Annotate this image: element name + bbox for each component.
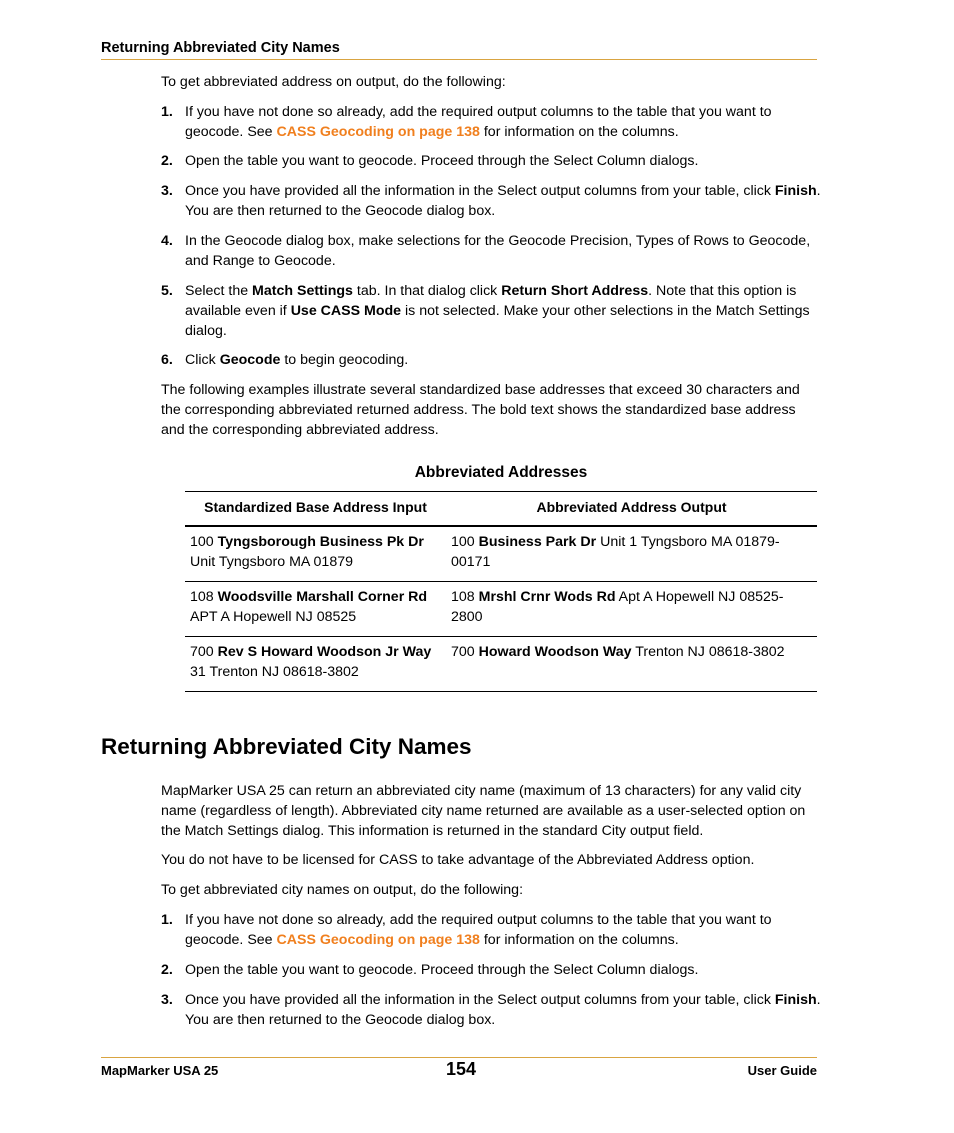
section1-step-3: 3. Once you have provided all the information in the Select output columns from your table, click Finish. You are then returned to the Geocode dialog box.	[161, 183, 821, 219]
input-address-cell: 100 Tyngsborough Business Pk Dr Unit Tyngsboro MA 01879	[185, 526, 446, 582]
section2-paragraph-1: MapMarker USA 25 can return an abbreviated city name (maximum of 13 characters) for any valid city name (regardless of length). Abbreviated city name returned are available as a user-selected option on the Match Settings dialog. This information is returned in the standard City output field.	[161, 783, 806, 839]
section1-intro: To get abbreviated address on output, do the following:	[161, 74, 506, 90]
section1-step-2: 2. Open the table you want to geocode. Proceed through the Select Column dialogs.	[161, 153, 699, 169]
section2-intro: To get abbreviated city names on output, do the following:	[161, 882, 524, 898]
column-header-output: Abbreviated Address Output	[446, 492, 817, 527]
input-address-cell: 108 Woodsville Marshall Corner Rd APT A Hopewell NJ 08525	[185, 582, 446, 637]
section1-step-1: 1. If you have not done so already, add the required output columns to the table that you want to geocode. See CASS Geocoding on page 138 for information on the columns.	[161, 104, 772, 140]
section2-step-2: 2. Open the table you want to geocode. Proceed through the Select Column dialogs.	[161, 962, 699, 978]
examples-paragraph: The following examples illustrate several standardized base addresses that exceed 30 characters and the corresponding abbreviated returned address. The bold text shows the standardized base address and the corresponding abbreviated address.	[161, 382, 800, 438]
table-title: Abbreviated Addresses	[414, 464, 588, 481]
abbreviated-addresses-table	[185, 491, 817, 692]
section-heading: Returning Abbreviated City Names	[101, 734, 472, 759]
section1-step-4: 4. In the Geocode dialog box, make selections for the Geocode Precision, Types of Rows to Geocode, and Range to Geocode.	[161, 233, 811, 269]
cass-geocoding-link[interactable]: CASS Geocoding on page 138	[276, 932, 480, 948]
table-row	[185, 582, 817, 637]
table-row	[185, 526, 817, 582]
section2-step-1: 1. If you have not done so already, add the required output columns to the table that you want to geocode. See CASS Geocoding on page 138 for information on the columns.	[161, 912, 772, 948]
footer-rule	[101, 1057, 817, 1058]
output-address-cell: 700 Howard Woodson Way Trenton NJ 08618-3802	[446, 637, 817, 692]
section2-step-3: 3. Once you have provided all the information in the Select output columns from your table, click Finish. You are then returned to the Geocode dialog box.	[161, 992, 821, 1028]
running-header: Returning Abbreviated City Names	[101, 40, 340, 56]
footer-guide: User Guide	[747, 1063, 817, 1078]
section1-step-6: 6. Click Geocode to begin geocoding.	[161, 352, 409, 368]
footer-product: MapMarker USA 25	[101, 1063, 219, 1078]
section1-step-5: 5. Select the Match Settings tab. In that dialog click Return Short Address. Note that this option is available even if Use CASS Mode is not selected. Make your other selections in the Match Settings dialog.	[161, 283, 810, 339]
header-rule	[101, 59, 817, 60]
input-address-cell: 700 Rev S Howard Woodson Jr Way 31 Trenton NJ 08618-3802	[185, 637, 446, 692]
table-row	[185, 637, 817, 692]
section2-paragraph-2: You do not have to be licensed for CASS to take advantage of the Abbreviated Address option.	[161, 852, 755, 868]
output-address-cell: 100 Business Park Dr Unit 1 Tyngsboro MA 01879-00171	[446, 526, 817, 582]
page-number: 154	[446, 1059, 477, 1079]
column-header-input: Standardized Base Address Input	[185, 492, 446, 527]
cass-geocoding-link[interactable]: CASS Geocoding on page 138	[276, 124, 480, 140]
output-address-cell: 108 Mrshl Crnr Wods Rd Apt A Hopewell NJ 08525-2800	[446, 582, 817, 637]
